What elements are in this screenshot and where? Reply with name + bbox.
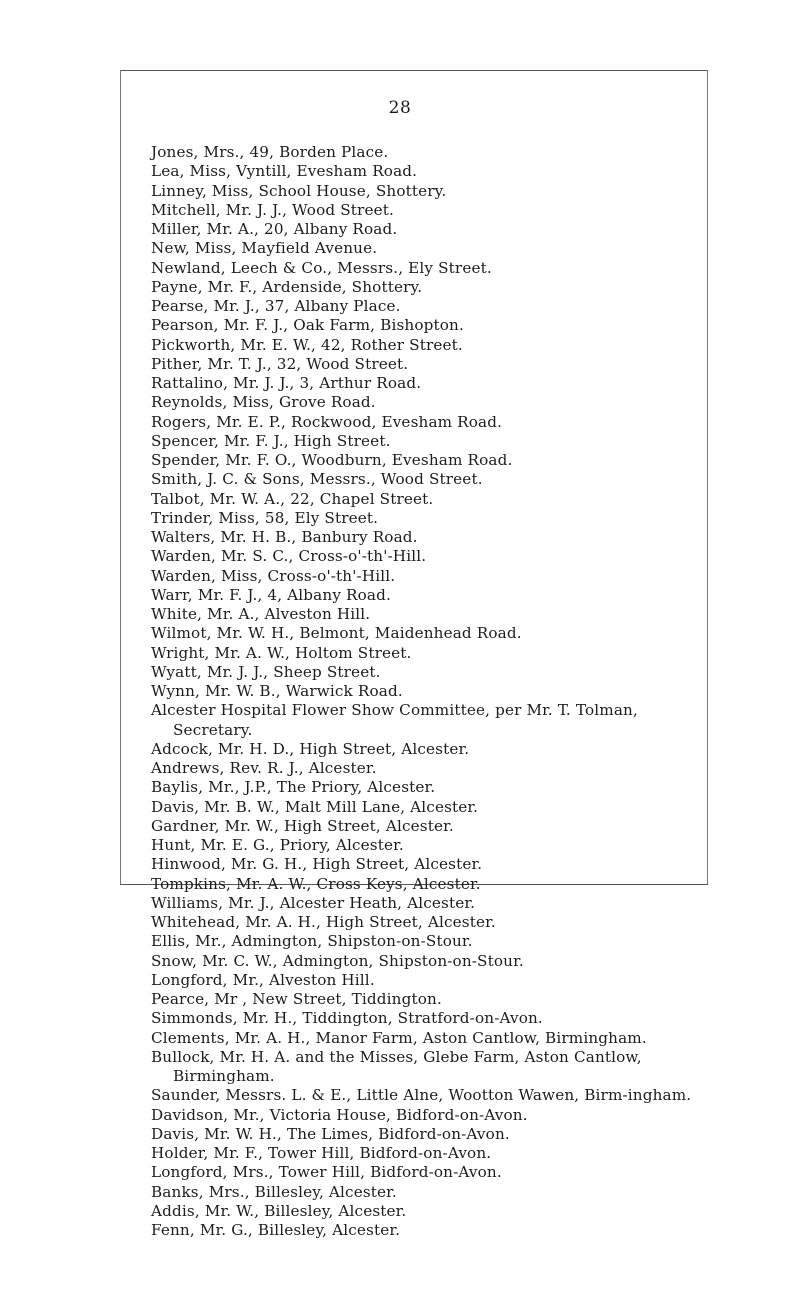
list-item: Davis, Mr. W. H., The Limes, Bidford-on-Avon.: [151, 1124, 510, 1143]
list-item: Pither, Mr. T. J., 32, Wood Street.: [151, 354, 409, 373]
list-item: Clements, Mr. A. H., Manor Farm, Aston Cantlow, Birmingham.: [151, 1028, 647, 1047]
list-item: Warden, Miss, Cross-o'-th'-Hill.: [151, 566, 396, 585]
list-item: Banks, Mrs., Billesley, Alcester.: [151, 1182, 397, 1201]
list-item: Addis, Mr. W., Billesley, Alcester.: [151, 1201, 407, 1220]
list-item: Mitchell, Mr. J. J., Wood Street.: [151, 200, 394, 219]
list-item: Warr, Mr. F. J., 4, Albany Road.: [151, 585, 391, 604]
list-item: Hunt, Mr. E. G., Priory, Alcester.: [151, 836, 404, 854]
list-item: Andrews, Rev. R. J., Alcester.: [151, 759, 377, 777]
list-item: Pearse, Mr. J., 37, Albany Place.: [151, 297, 401, 315]
list-item: Davidson, Mr., Victoria House, Bidford-on-Avon.: [151, 1105, 528, 1124]
list-item: Longford, Mr., Alveston Hill.: [151, 970, 375, 989]
list-item: Linney, Miss, School House, Shottery.: [151, 181, 447, 200]
list-item: Warden, Mr. S. C., Cross-o'-th'-Hill.: [151, 547, 427, 566]
list-item: Ellis, Mr., Admington, Shipston-on-Stour.: [151, 932, 473, 951]
list-item: Davis, Mr. B. W., Malt Mill Lane, Alcester.: [151, 797, 479, 816]
list-item: Miller, Mr. A., 20, Albany Road.: [151, 220, 398, 238]
list-item: Williams, Mr. J., Alcester Heath, Alcester.: [151, 893, 476, 912]
list-item: Saunder, Messrs. L. & E., Little Alne, Wootton Wawen, Birm-ingham.: [151, 1086, 692, 1105]
list-item: Pearce, Mr , New Street, Tiddington.: [151, 990, 442, 1008]
list-item: Wynn, Mr. W. B., Warwick Road.: [151, 682, 403, 700]
list-item: Talbot, Mr. W. A., 22, Chapel Street.: [151, 489, 434, 508]
subscriber-list: [151, 143, 711, 1240]
list-item: New, Miss, Mayfield Avenue.: [151, 239, 378, 258]
list-item: Whitehead, Mr. A. H., High Street, Alcester.: [151, 913, 496, 931]
frame-left-rule: [120, 70, 121, 884]
list-item: Spencer, Mr. F. J., High Street.: [151, 431, 391, 450]
list-item: Adcock, Mr. H. D., High Street, Alcester.: [151, 739, 470, 758]
list-item: Hinwood, Mr. G. H., High Street, Alcester.: [151, 855, 483, 874]
list-item: Alcester Hospital Flower Show Committee, per Mr. T. Tolman, Secretary.: [151, 701, 638, 739]
list-item: Spender, Mr. F. O., Woodburn, Evesham Road.: [151, 451, 513, 469]
list-item: Simmonds, Mr. H., Tiddington, Stratford-on-Avon.: [151, 1009, 543, 1028]
list-item: White, Mr. A., Alveston Hill.: [151, 605, 371, 623]
list-item: Jones, Mrs., 49, Borden Place.: [151, 143, 389, 161]
list-item: Bullock, Mr. H. A. and the Misses, Glebe Farm, Aston Cantlow, Birmingham.: [151, 1047, 642, 1085]
list-item: Walters, Mr. H. B., Banbury Road.: [151, 528, 418, 546]
list-item: Longford, Mrs., Tower Hill, Bidford-on-Avon.: [151, 1163, 502, 1182]
list-item: Holder, Mr. F., Tower Hill, Bidford-on-Avon.: [151, 1144, 492, 1162]
list-item: Pickworth, Mr. E. W., 42, Rother Street.: [151, 335, 463, 354]
list-item: Smith, J. C. & Sons, Messrs., Wood Street.: [151, 470, 483, 489]
list-item: Tompkins, Mr. A. W., Cross Keys, Alcester.: [151, 874, 481, 893]
list-item: Fenn, Mr. G., Billesley, Alcester.: [151, 1221, 401, 1239]
list-item: Snow, Mr. C. W., Admington, Shipston-on-Stour.: [151, 951, 524, 970]
list-item: Newland, Leech & Co., Messrs., Ely Street.: [151, 258, 492, 277]
list-item: Pearson, Mr. F. J., Oak Farm, Bishopton.: [151, 316, 464, 335]
frame-top-rule: [120, 70, 708, 71]
list-item: Wyatt, Mr. J. J., Sheep Street.: [151, 662, 381, 681]
list-item: Lea, Miss, Vyntill, Evesham Road.: [151, 162, 418, 181]
list-item: Reynolds, Miss, Grove Road.: [151, 393, 376, 412]
page-number: 28: [388, 98, 412, 118]
list-item: Wilmot, Mr. W. H., Belmont, Maidenhead Road.: [151, 624, 522, 643]
list-item: Baylis, Mr., J.P., The Priory, Alcester.: [151, 778, 436, 797]
list-item: Rogers, Mr. E. P., Rockwood, Evesham Road.: [151, 412, 503, 431]
list-item: Wright, Mr. A. W., Holtom Street.: [151, 643, 412, 662]
list-item: Payne, Mr. F., Ardenside, Shottery.: [151, 277, 423, 296]
list-item: Rattalino, Mr. J. J., 3, Arthur Road.: [151, 374, 422, 392]
list-item: Trinder, Miss, 58, Ely Street.: [151, 508, 379, 527]
list-item: Gardner, Mr. W., High Street, Alcester.: [151, 816, 454, 835]
